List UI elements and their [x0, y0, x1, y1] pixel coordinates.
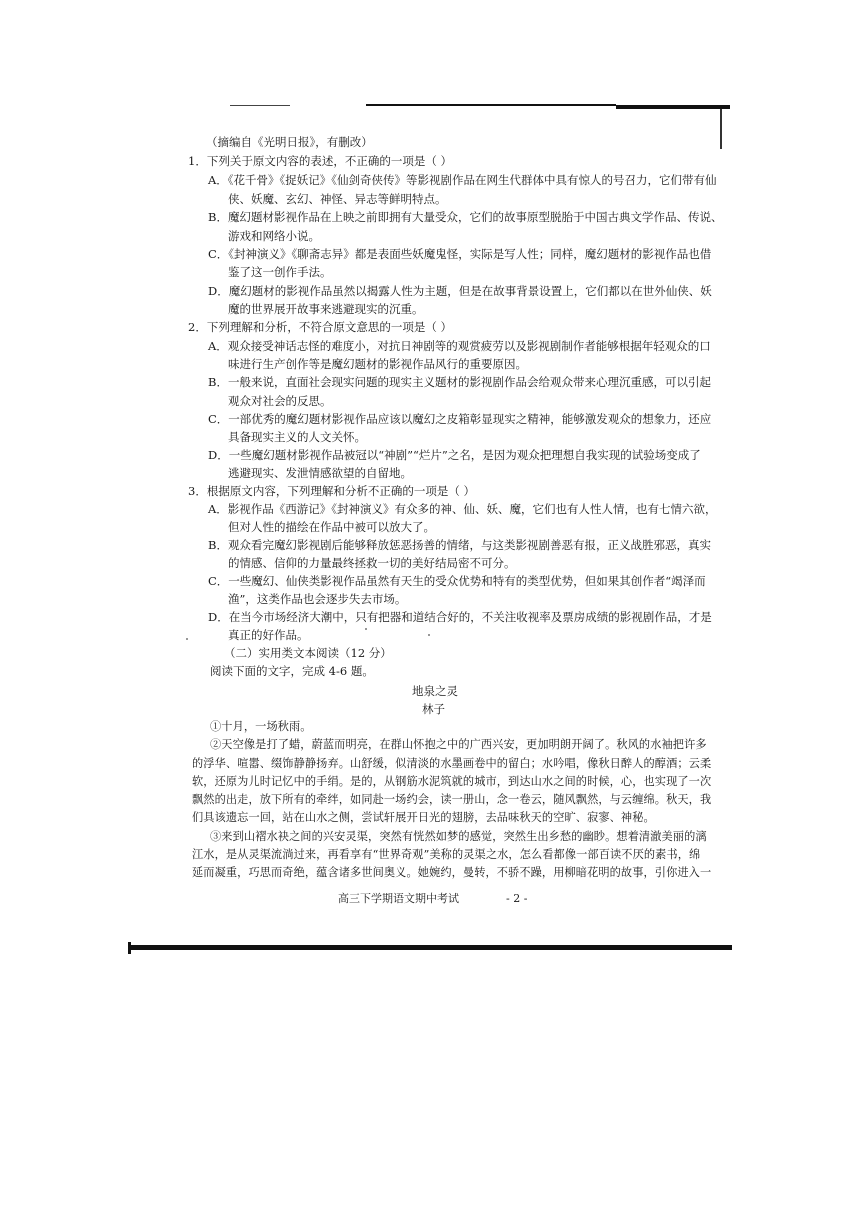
- essay-line: ③来到山褶水袂之间的兴安灵渠，突然有恍然如梦的感觉，突然生出乡愁的幽眇。想着清澈美丽的漓: [210, 830, 707, 843]
- essay-line: 江水，是从灵渠流淌过来，再看享有“世界奇观”美称的灵渠之水，怎么看都像一部百读不厌的素书，绵: [192, 848, 701, 861]
- essay-line: ②天空像是打了蜡，蔚蓝而明亮，在群山怀抱之中的广西兴安，更加明朗开阔了。秋风的水袖把许多: [210, 738, 707, 751]
- footer-page-number: - 2 -: [506, 892, 528, 905]
- essay-line: 们具该遗忘一回，站在山水之侧，尝试轩展开日光的翅膀，去品味秋天的空旷、寂寥、神秘。: [192, 811, 655, 824]
- q1-option-b-cont: 游戏和网络小说。: [228, 229, 320, 243]
- q2-option-b: B．一般来说，直面社会现实问题的现实主义题材的影视剧作品会给观众带来心理沉重感，可以引起: [208, 375, 711, 389]
- q2-option-a-cont: 味进行生产创作等是魔幻题材的影视作品风行的重要原因。: [228, 357, 527, 371]
- top-scan-rule-short: [230, 105, 290, 106]
- q2-option-d-cont: 逃避现实、发泄情感欲望的自留地。: [228, 466, 412, 480]
- source-note: （摘编自《光明日报》，有删改）: [206, 135, 373, 149]
- right-scan-edge: [720, 109, 722, 149]
- left-scan-edge: [128, 942, 131, 954]
- q3-option-a-cont: 但对人性的描绘在作品中被可以放大了。: [228, 520, 435, 534]
- q2-option-c: C．一部优秀的魔幻题材影视作品应该以魔幻之皮箱彰显现实之精神，能够激发观众的想象力，还应: [208, 412, 712, 426]
- essay-title: 地泉之灵: [412, 684, 458, 698]
- q2-option-d: D．一些魔幻题材影视作品被冠以“神剧”“烂片”之名，是因为观众把理想自我实现的试验场变成了: [208, 448, 701, 462]
- q3-option-b: B．观众看完魔幻影视剧后能够释放惩恶扬善的情绪，与这类影视剧善恶有报，正义战胜邪恶，真实: [208, 538, 711, 552]
- question-1-stem: 1．下列关于原文内容的表述，不正确的一项是（ ）: [188, 154, 452, 168]
- top-scan-rule: [366, 104, 616, 106]
- q3-option-d: D．在当今市场经济大潮中，只有把器和道结合好的，不关注收视率及票房成绩的影视剧作品，才是: [208, 610, 712, 624]
- q1-option-b: B．魔幻题材影视作品在上映之前即拥有大量受众，它们的故事原型脱胎于中国古典文学作品、传说、: [208, 210, 723, 224]
- essay-author: 林子: [422, 702, 445, 716]
- q3-option-c-cont: 渔”，这类作品也会逐步失去市场。: [228, 592, 407, 606]
- scan-speck: [186, 638, 188, 640]
- q1-option-c: C．《封神演义》《聊斋志异》都是表面些妖魔鬼怪，实际是写人性；同样，魔幻题材的影视作品也借: [208, 247, 712, 261]
- essay-line: 飘然的出走，放下所有的牵绊，如同赴一场约会，读一册山，念一卷云，随风飘然，与云缠绵。秋天，我: [192, 793, 712, 806]
- q2-option-c-cont: 具备现实主义的人文关怀。: [228, 430, 366, 444]
- reading-instruction: 阅读下面的文字，完成 4-6 题。: [210, 664, 374, 678]
- q2-option-a: A．观众接受神话志怪的难度小，对抗日神剧等的观赏疲劳以及影视剧制作者能够根据年轻观众的口: [208, 339, 711, 353]
- essay-line: 的浮华、喧嚣、缀饰静静扬弃。山舒缓，似清淡的水墨画卷中的留白；水吟唱，像秋日醉人的醇酒；云柔: [192, 757, 712, 770]
- question-3-stem: 3．根据原文内容，下列理解和分析不正确的一项是（ ）: [188, 484, 475, 498]
- q1-option-d: D．魔幻题材的影视作品虽然以揭露人性为主题，但是在故事背景设置上，它们都以在世外仙侠、妖: [208, 284, 712, 298]
- top-scan-rule-thick: [616, 105, 730, 109]
- scan-speck: [428, 634, 430, 636]
- q3-option-a: A．影视作品《西游记》《封神演义》有众多的神、仙、妖、魔，它们也有人性人情，也有七情六欲，: [208, 502, 717, 516]
- q3-option-c: C．一些魔幻、仙侠类影视作品虽然有天生的受众优势和特有的类型优势，但如果其创作者“竭泽而: [208, 574, 706, 588]
- q1-option-a: A．《花千骨》《捉妖记》《仙剑奇侠传》等影视剧作品在网生代群体中具有惊人的号召力，它们带有仙: [208, 173, 717, 187]
- footer-exam-name: 高三下学期语文期中考试: [338, 892, 459, 905]
- q1-option-c-cont: 鉴了这一创作手法。: [228, 265, 332, 279]
- scan-speck: [365, 628, 367, 630]
- q1-option-a-cont: 侠、妖魔、玄幻、神怪、异志等鲜明特点。: [228, 192, 447, 206]
- essay-line: ①十月，一场秋雨。: [210, 720, 312, 733]
- q2-option-b-cont: 观众对社会的反思。: [228, 394, 332, 408]
- q3-option-d-cont: 真正的好作品。: [228, 628, 309, 642]
- q1-option-d-cont: 魔的世界展开故事来逃避现实的沉重。: [228, 302, 424, 316]
- essay-line: 延而凝重，巧思而奇绝，蕴含诸多世间奥义。她婉约，曼转，不骄不躁，用柳暗花明的故事，引你进入一: [192, 866, 712, 879]
- essay-line: 软，还原为儿时记忆中的手绢。是的，从钢筋水泥筑就的城市，到达山水之间的时候，心，也实现了一次: [192, 775, 712, 788]
- section-heading: （二）实用类文本阅读（12 分）: [224, 646, 392, 660]
- q3-option-b-cont: 的情感、信仰的力量最终拯救一切的美好结局密不可分。: [228, 556, 516, 570]
- bottom-scan-rule: [128, 945, 732, 950]
- question-2-stem: 2．下列理解和分析，不符合原文意思的一项是（ ）: [188, 320, 452, 334]
